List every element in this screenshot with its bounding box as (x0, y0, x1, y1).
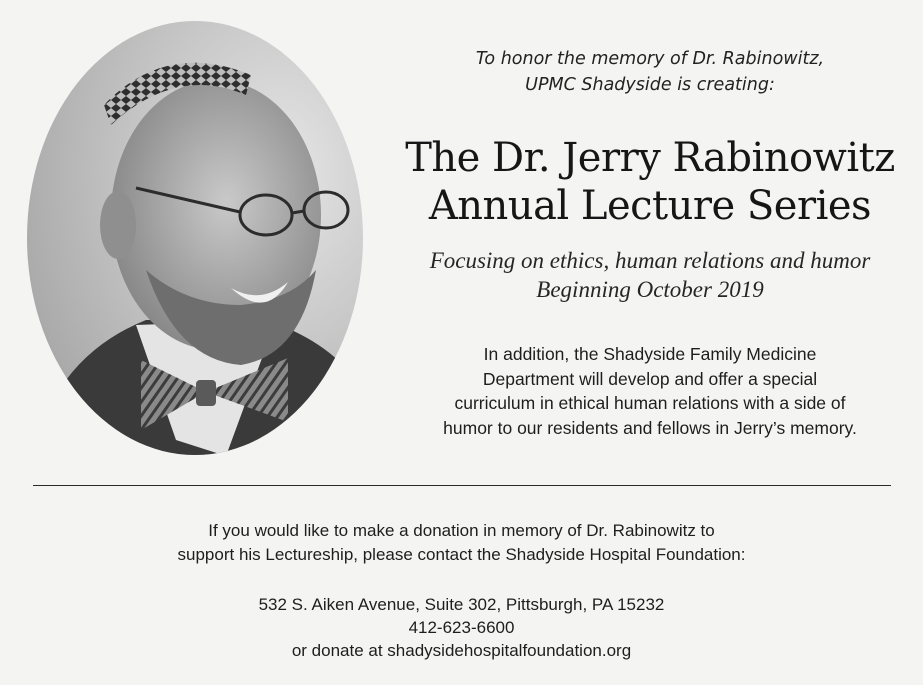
curriculum-paragraph (380, 342, 920, 440)
intro-line: To honor the memory of Dr. Rabinowitz, (475, 49, 825, 69)
page-title (360, 134, 923, 230)
divider (33, 485, 891, 486)
donate-website: or donate at shadysidehospitalfoundation.org (291, 641, 632, 660)
donation-line: If you would like to make a donation in memory of Dr. Rabinowitz to (208, 521, 715, 540)
intro-line: UPMC Shadyside is creating: (525, 75, 775, 95)
paragraph-line: In addition, the Shadyside Family Medicine (483, 344, 817, 364)
portrait-photo (26, 20, 364, 456)
title-line: The Dr. Jerry Rabinowitz (405, 135, 895, 181)
title-line: Annual Lecture Series (428, 183, 872, 229)
paragraph-line: Department will develop and offer a special (482, 368, 818, 389)
donation-paragraph (0, 519, 923, 567)
phone-number: 412-623-6600 (408, 618, 515, 637)
intro-text (380, 46, 920, 98)
paragraph-line: humor to our residents and fellows in Jerry’s memory. (443, 417, 857, 438)
contact-block (0, 593, 923, 662)
subtitle-line: Beginning October 2019 (536, 277, 764, 302)
paragraph-line: curriculum in ethical human relations with a side of (454, 393, 846, 413)
donation-line: support his Lectureship, please contact the Shadyside Hospital Foundation: (177, 545, 746, 564)
subtitle-line: Focusing on ethics, human relations and humor (429, 248, 871, 273)
subtitle (380, 246, 920, 304)
address: 532 S. Aiken Avenue, Suite 302, Pittsburgh, PA 15232 (258, 595, 665, 614)
